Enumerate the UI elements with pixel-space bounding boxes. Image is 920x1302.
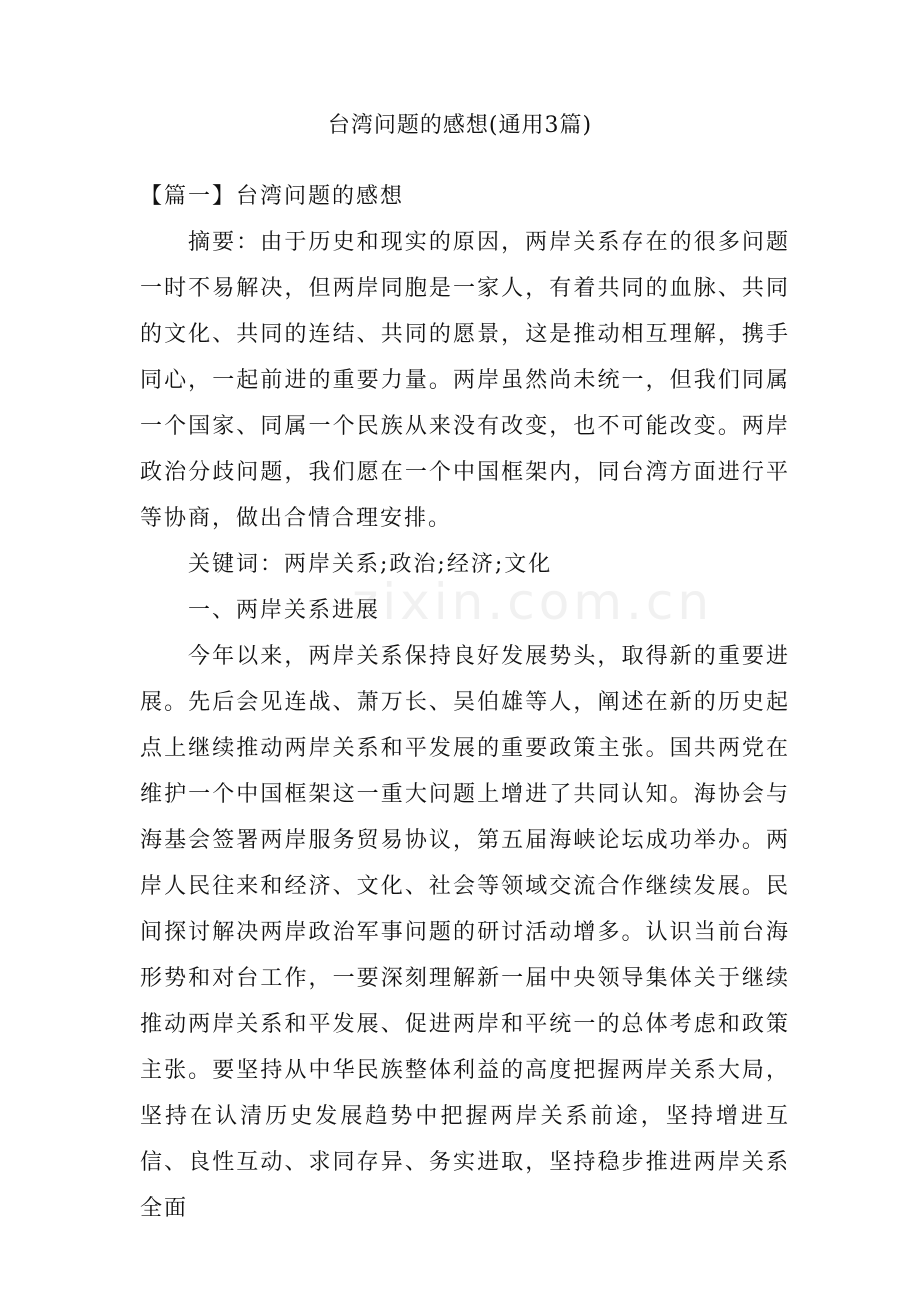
watermark: zixin.com.cn <box>352 573 714 631</box>
keywords-line: 关键词：两岸关系;政治;经济;文化 <box>188 552 553 577</box>
document-title: 台湾问题的感想(通用3篇) <box>327 113 593 138</box>
document-body <box>140 174 790 1232</box>
section-heading: 【篇一】台湾问题的感想 <box>140 184 405 209</box>
body-paragraph: 今年以来，两岸关系保持良好发展势头，取得新的重要进展。先后会见连战、萧万长、吴伯雄等人，阐述在新的历史起点上继续推动两岸关系和平发展的重要政策主张。国共两党在维护一个中国框架这一重大问题上增进了共同认知。海协会与海基会签署两岸服务贸易协议，第五届海峡论坛成功举办。两岸人民往来和经济、文化、社会等领域交流合作继续发展。民间探讨解决两岸政治军事问题的研讨活动增多。认识当前台海形势和对台工作，一要深刻理解新一届中央领导集体关于继续推动两岸关系和平发展、促进两岸和平统一的总体考虑和政策主张。要坚持从中华民族整体利益的高度把握两岸关系大局，坚持在认清历史发展趋势中把握两岸关系前途，坚持增进互信、良性互动、求同存异、务实进取，坚持稳步推进两岸关系全面 <box>140 644 790 1221</box>
abstract-paragraph: 摘要：由于历史和现实的原因，两岸关系存在的很多问题一时不易解决，但两岸同胞是一家人，有着共同的血脉、共同的文化、共同的连结、共同的愿景，这是推动相互理解，携手同心，一起前进的重要力量。两岸虽然尚未统一，但我们同属一个国家、同属一个民族从来没有改变，也不可能改变。两岸政治分歧问题，我们愿在一个中国框架内，同台湾方面进行平等协商，做出合情合理安排。 <box>140 230 790 531</box>
subheading: 一、两岸关系进展 <box>188 598 381 623</box>
